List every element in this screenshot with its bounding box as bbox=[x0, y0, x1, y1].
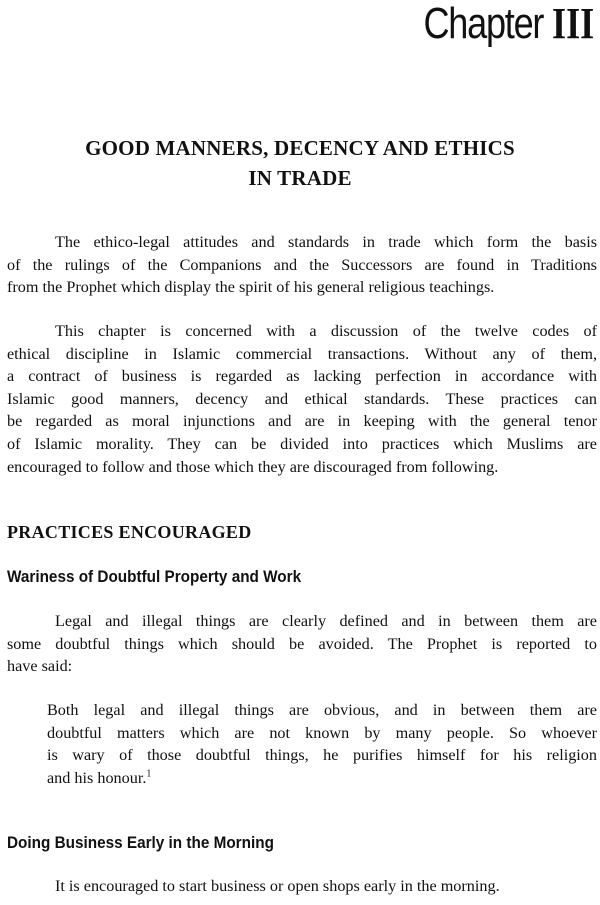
chapter-heading bbox=[423, 2, 594, 46]
paragraph-line: have said: bbox=[7, 657, 73, 676]
paragraph-line: of Islamic morality. They can be divided into practices which Muslims are bbox=[7, 434, 597, 453]
paragraph-line: be regarded as moral injunctions and are in keeping with the general tenor bbox=[7, 412, 597, 431]
quote-line: is wary of those doubtful things, he purifies himself for his religion bbox=[47, 746, 597, 765]
chapter-word: Chapter bbox=[423, 0, 544, 48]
paragraph-line: some doubtful things which should be avoided. The Prophet is reported to bbox=[7, 634, 597, 653]
intro-paragraph bbox=[7, 231, 597, 299]
paragraph-line: It is encouraged to start business or open shops early in the morning. bbox=[55, 877, 500, 895]
paragraph-line: encouraged to follow and those which they are discouraged from following. bbox=[7, 457, 499, 476]
second-paragraph bbox=[7, 320, 597, 478]
section-heading-practices-encouraged: PRACTICES ENCOURAGED bbox=[7, 522, 252, 542]
wariness-paragraph bbox=[7, 610, 597, 678]
quote-line-text: and his honour. bbox=[47, 768, 147, 787]
chapter-title bbox=[0, 133, 600, 193]
quote-line bbox=[47, 767, 597, 790]
subheading-early-morning: Doing Business Early in the Morning bbox=[7, 833, 274, 852]
quote-line: Both legal and illegal things are obvious, and in between them are bbox=[47, 701, 597, 719]
chapter-title-line-1: GOOD MANNERS, DECENCY AND ETHICS bbox=[85, 136, 515, 160]
paragraph-line: a contract of business is regarded as lacking perfection in accordance with bbox=[7, 367, 597, 386]
quote-line: doubtful matters which are not known by many people. So whoever bbox=[47, 723, 597, 742]
paragraph-line: This chapter is concerned with a discussion of the twelve codes of bbox=[55, 322, 597, 340]
footnote-marker: 1 bbox=[146, 768, 152, 780]
chapter-numeral: III bbox=[551, 0, 594, 48]
paragraph-line: Legal and illegal things are clearly defined and in between them are bbox=[55, 612, 597, 630]
paragraph-line: Islamic good manners, decency and ethical standards. These practices can bbox=[7, 389, 597, 408]
paragraph-line: The ethico-legal attitudes and standards in trade which form the basis bbox=[55, 233, 597, 251]
paragraph-line: of the rulings of the Companions and the Successors are found in Traditions bbox=[7, 255, 597, 274]
paragraph-line: ethical discipline in Islamic commercial transactions. Without any of them, bbox=[7, 344, 597, 363]
early-morning-paragraph bbox=[7, 875, 597, 898]
subheading-wariness: Wariness of Doubtful Property and Work bbox=[7, 567, 302, 586]
hadith-quote bbox=[47, 699, 597, 789]
chapter-title-line-2: IN TRADE bbox=[248, 166, 352, 190]
paragraph-line: from the Prophet which display the spirit of his general religious teachings. bbox=[7, 278, 495, 297]
